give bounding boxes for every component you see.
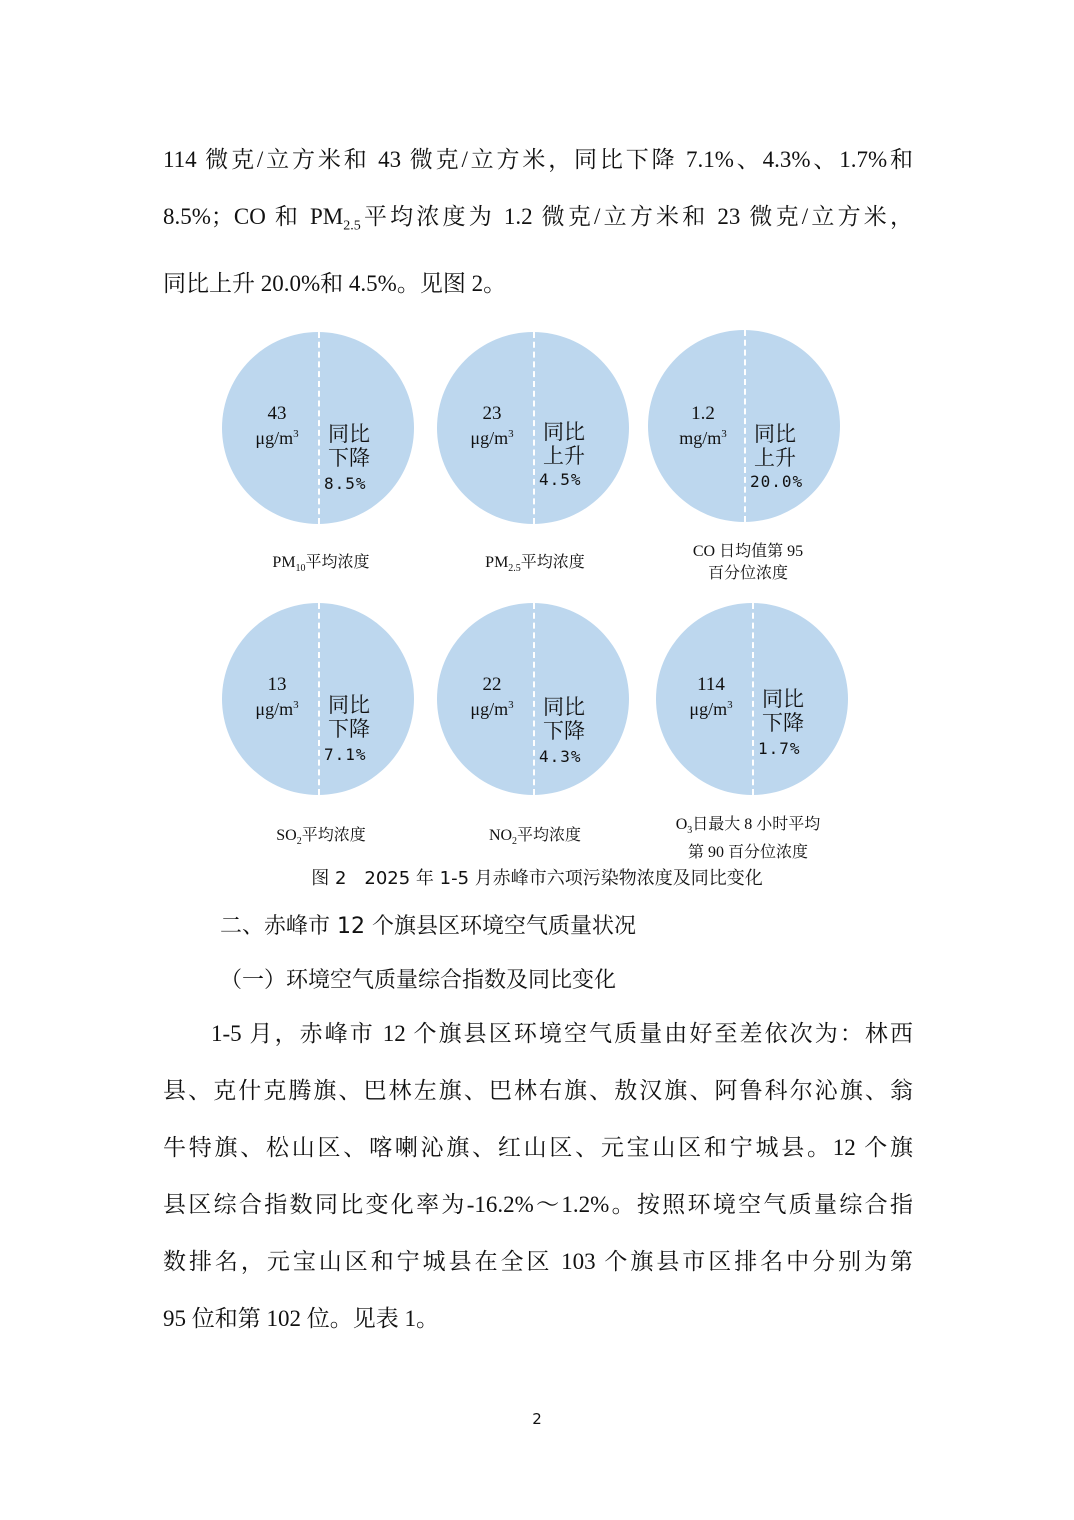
no2-caption: $NO_2$平均浓度 [488, 827, 582, 848]
trend-up-arrow-icon [537, 344, 611, 424]
concentration-value: 114 [697, 674, 725, 695]
change-percent: 1.7% [758, 739, 801, 758]
circle-divider [752, 603, 754, 795]
co-circle [648, 330, 840, 522]
change-percent: 8.5% [324, 474, 367, 493]
circle-divider [318, 332, 320, 524]
concentration-unit: $\mu g/m^3$ [689, 699, 733, 719]
intro-paragraph [163, 131, 913, 312]
concentration-value: 13 [267, 674, 287, 695]
concentration-value: 22 [482, 674, 502, 695]
trend-down-arrow-icon [322, 615, 396, 695]
pm25-caption: $PM_{2.5}$平均浓度 [485, 554, 585, 575]
so2-circle [222, 603, 414, 795]
o3-circle [656, 603, 848, 795]
trend-down-arrow-icon [322, 344, 396, 424]
body-line-3: 牛特旗、松山区、喀喇沁旗、红山区、元宝山区和宁城县。12 个旗 [163, 1135, 913, 1160]
section-heading: 二、赤峰市 12 个旗县区环境空气质量状况 [220, 914, 636, 939]
change-percent: 7.1% [324, 745, 367, 764]
body-line-4: 县区综合指数同比变化率为-16.2%～1.2%。按照环境空气质量综合指 [163, 1192, 913, 1217]
concentration-value: 43 [267, 403, 287, 424]
circle-divider [318, 603, 320, 795]
page-number: 2 [532, 1410, 542, 1428]
intro-line-3: 同比上升 20.0%和 4.5%。见图 2。 [163, 270, 507, 296]
trend-up-arrow-icon [748, 342, 822, 422]
intro-line-1: 114 微克/立方米和 43 微克/立方米，同比下降 7.1%、4.3%、1.7%和 [163, 147, 913, 172]
o3-caption: $O_3$日最大 8 小时平均 第 90 百分位浓度 [675, 816, 821, 862]
trend-label: 下降 [328, 717, 370, 741]
body-line-2: 县、克什克腾旗、巴林左旗、巴林右旗、敖汉旗、阿鲁科尔沁旗、翁 [163, 1078, 913, 1103]
pm10-caption: $PM_{10}$平均浓度 [272, 554, 370, 575]
body-line-5: 数排名，元宝山区和宁城县在全区 103 个旗县市区排名中分别为第 [163, 1249, 913, 1274]
tongbi-label: 同比 [328, 422, 370, 446]
concentration-value: 23 [482, 403, 502, 424]
no2-circle [437, 603, 629, 795]
concentration-unit: $\mu g/m^3$ [255, 699, 299, 719]
concentration-unit: $\mu g/m^3$ [470, 699, 514, 719]
circle-divider [744, 330, 746, 522]
intro-line-2: 8.5%；CO 和 $PM_{2.5}$平均浓度为 1.2 微克/立方米和 23 微克/立方米， [163, 204, 914, 234]
tongbi-label: 同比 [754, 422, 796, 446]
trend-label: 下降 [543, 719, 585, 743]
tongbi-label: 同比 [543, 695, 585, 719]
subsection-heading: （一）环境空气质量综合指数及同比变化 [220, 968, 617, 993]
trend-label: 下降 [762, 711, 804, 735]
trend-down-arrow-icon [756, 615, 830, 695]
so2-caption: $SO_2$平均浓度 [276, 827, 366, 848]
trend-label: 上升 [754, 446, 796, 470]
concentration-unit: $\mu g/m^3$ [470, 428, 514, 448]
figure-title: 图 2 2025 年 1-5 月赤峰市六项污染物浓度及同比变化 [311, 868, 763, 889]
pm10-circle [222, 332, 414, 524]
tongbi-label: 同比 [328, 693, 370, 717]
trend-label: 上升 [543, 444, 585, 468]
tongbi-label: 同比 [762, 687, 804, 711]
change-percent: 20.0% [750, 472, 804, 491]
concentration-unit: $mg/m^3$ [679, 428, 727, 448]
concentration-unit: $\mu g/m^3$ [255, 428, 299, 448]
body-line-6: 95 位和第 102 位。见表 1。 [163, 1306, 439, 1331]
concentration-value: 1.2 [691, 403, 715, 424]
trend-label: 下降 [328, 446, 370, 470]
trend-down-arrow-icon [537, 615, 611, 695]
circle-divider [533, 603, 535, 795]
co-caption: CO 日均值第 95 百分位浓度 [692, 543, 804, 582]
change-percent: 4.5% [539, 470, 582, 489]
body-paragraph [163, 1005, 913, 1347]
pm25-circle [437, 332, 629, 524]
change-percent: 4.3% [539, 747, 582, 766]
tongbi-label: 同比 [543, 420, 585, 444]
circle-divider [533, 332, 535, 524]
body-line-1: 1-5 月，赤峰市 12 个旗县区环境空气质量由好至差依次为：林西 [211, 1021, 913, 1046]
